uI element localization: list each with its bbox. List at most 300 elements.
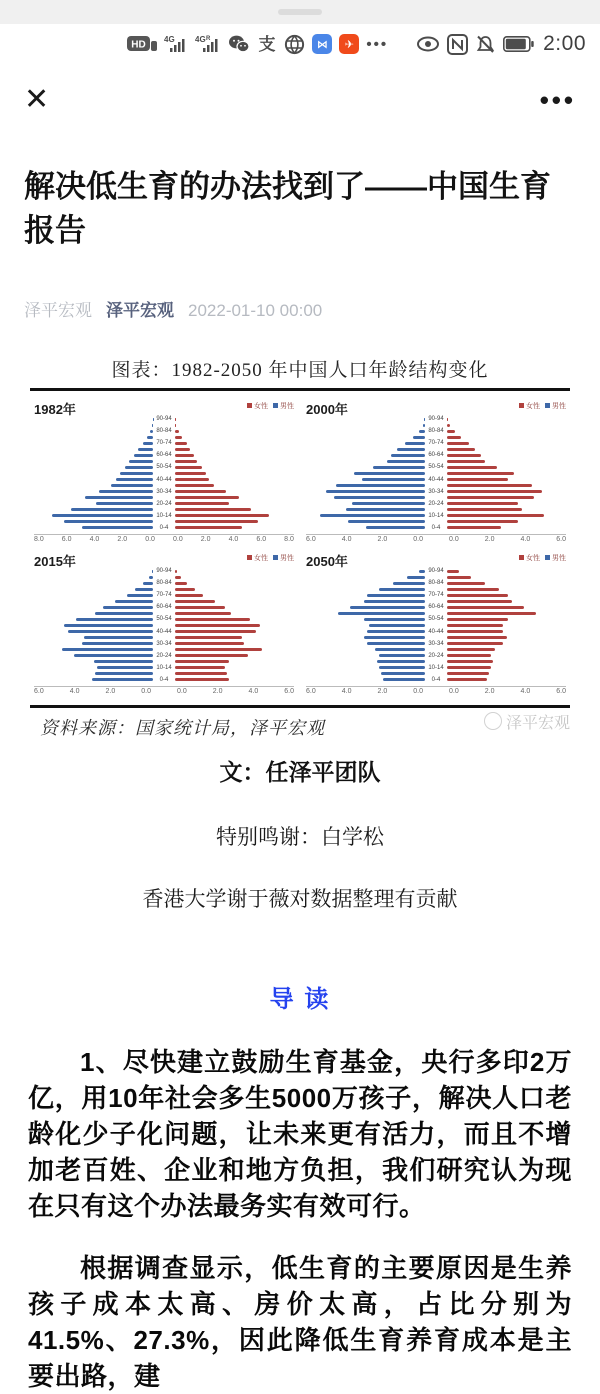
- pyramid-row: [306, 453, 566, 458]
- female-bar: [447, 472, 514, 475]
- pyramid-row: [34, 423, 294, 428]
- pyramid-row: [306, 435, 566, 440]
- male-bar: [127, 594, 153, 597]
- x-tick-label: 0.0: [413, 536, 423, 543]
- male-bar: [96, 502, 153, 505]
- male-bar: [120, 472, 153, 475]
- female-bar: [447, 490, 542, 493]
- pyramid-row: [34, 501, 294, 506]
- age-group-label: 70-74: [153, 592, 175, 598]
- female-bar: [447, 418, 448, 421]
- legend-swatch-icon: [273, 555, 278, 560]
- female-bar: [447, 678, 487, 681]
- x-tick-label: 2.0: [378, 688, 388, 695]
- pyramid-row: [306, 459, 566, 464]
- more-notifications-dots: •••: [366, 36, 388, 53]
- x-tick-label: 0.0: [449, 688, 459, 695]
- female-bar: [175, 436, 182, 439]
- female-bar: [175, 606, 225, 609]
- male-bar: [379, 654, 425, 657]
- female-bar: [447, 618, 508, 621]
- blue-app-icon: ⋈: [312, 34, 332, 54]
- pyramid-year-label: 1982年: [34, 399, 76, 418]
- pyramid-year-label: 2000年: [306, 399, 348, 418]
- intro-heading: 导 读: [0, 979, 600, 1014]
- x-tick-label: 6.0: [306, 688, 316, 695]
- pyramid-row: [306, 587, 566, 592]
- female-bar: [175, 642, 244, 645]
- svg-text:4G: 4G: [195, 35, 206, 44]
- male-bar: [62, 648, 153, 651]
- age-group-label: 80-84: [153, 428, 175, 434]
- legend-item: 男性: [273, 553, 294, 563]
- legend-item: 男性: [273, 401, 294, 411]
- pyramid-row: [306, 429, 566, 434]
- credit-thanks-line: 特别鸣谢：白学松: [0, 821, 600, 851]
- x-tick-label: 4.0: [229, 536, 239, 543]
- age-group-label: 70-74: [425, 592, 447, 598]
- pyramid-row: [306, 575, 566, 580]
- x-tick-label: 2.0: [378, 536, 388, 543]
- pyramid-row: [306, 671, 566, 676]
- legend-item: 女性: [519, 401, 540, 411]
- female-bar: [175, 490, 226, 493]
- x-tick-label: 0.0: [177, 688, 187, 695]
- age-group-label: 80-84: [425, 580, 447, 586]
- female-bar: [447, 466, 497, 469]
- male-bar: [381, 672, 425, 675]
- female-bar: [447, 630, 503, 633]
- pyramid-row: [306, 495, 566, 500]
- pyramid-row: [306, 653, 566, 658]
- female-bar: [447, 448, 475, 451]
- male-bar: [413, 436, 425, 439]
- female-bar: [175, 502, 229, 505]
- female-bar: [175, 666, 225, 669]
- age-group-label: 20-24: [153, 501, 175, 507]
- pyramid-row: [306, 581, 566, 586]
- pyramid-row: [306, 599, 566, 604]
- female-bar: [447, 520, 518, 523]
- female-bar: [175, 520, 258, 523]
- pyramid-row: [34, 587, 294, 592]
- age-group-label: 30-34: [153, 489, 175, 495]
- pyramid-row: [34, 483, 294, 488]
- age-group-label: 0-4: [153, 677, 175, 683]
- male-bar: [68, 630, 153, 633]
- watermark-logo-icon: [484, 712, 502, 730]
- x-tick-label: 8.0: [34, 536, 44, 543]
- pyramid-row: [34, 489, 294, 494]
- x-tick-label: 6.0: [284, 688, 294, 695]
- male-bar: [135, 588, 153, 591]
- female-bar: [447, 624, 503, 627]
- pyramid-row: [34, 635, 294, 640]
- male-bar: [379, 666, 425, 669]
- male-bar: [95, 672, 153, 675]
- pyramid-row: [306, 659, 566, 664]
- x-tick-label: 4.0: [342, 536, 352, 543]
- male-bar: [379, 588, 425, 591]
- female-bar: [447, 636, 507, 639]
- male-bar: [354, 472, 425, 475]
- male-bar: [147, 436, 153, 439]
- age-group-label: 90-94: [153, 416, 175, 422]
- male-bar: [367, 630, 425, 633]
- male-bar: [367, 594, 425, 597]
- legend-item: 男性: [545, 401, 566, 411]
- author-link[interactable]: 泽平宏观: [106, 296, 174, 321]
- close-icon[interactable]: ✕: [24, 85, 49, 115]
- age-group-label: 60-64: [425, 604, 447, 610]
- intro-paragraph-1: 1、尽快建立鼓励生育基金，央行多印2万亿，用10年社会多生5000万孩子，解决人口老龄化少子化问题，让未来更有活力，而且不增加老百姓、企业和地方负担，我们研究认为现在只有这个办法最务实有效可行。: [0, 1044, 600, 1224]
- age-group-label: 10-14: [425, 665, 447, 671]
- signal-4g-roaming-icon: [195, 34, 221, 54]
- article-title: 解决低生育的办法找到了——中国生育报告: [0, 157, 600, 253]
- x-tick-label: 2.0: [213, 688, 223, 695]
- age-group-label: 40-44: [153, 477, 175, 483]
- pyramid-row: [306, 665, 566, 670]
- age-group-label: 40-44: [425, 477, 447, 483]
- pyramid-row: [306, 593, 566, 598]
- legend-swatch-icon: [519, 403, 524, 408]
- legend-swatch-icon: [519, 555, 524, 560]
- pyramid-row: [34, 477, 294, 482]
- x-tick-label: 4.0: [521, 688, 531, 695]
- female-bar: [447, 454, 481, 457]
- age-group-label: 90-94: [153, 568, 175, 574]
- pyramid-row: [34, 659, 294, 664]
- phone-top-strip: [0, 0, 600, 24]
- orange-app-icon: ✈: [339, 34, 359, 54]
- pyramid-row: [306, 477, 566, 482]
- female-bar: [175, 594, 203, 597]
- pyramid-row: [34, 495, 294, 500]
- male-bar: [352, 502, 425, 505]
- pyramid-row: [34, 599, 294, 604]
- pyramid-row: [34, 519, 294, 524]
- age-group-label: 90-94: [425, 416, 447, 422]
- pyramid-row: [34, 569, 294, 574]
- pyramid-row: [34, 435, 294, 440]
- male-bar: [149, 576, 153, 579]
- pyramid-row: [306, 447, 566, 452]
- pyramid-row: [34, 465, 294, 470]
- male-bar: [320, 514, 425, 517]
- age-group-label: 10-14: [153, 513, 175, 519]
- intro-paragraph-2: 根据调查显示，低生育的主要原因是生养孩子成本太高、房价太高，占比分别为41.5%、27.3%，因此降低生育养育成本是主要出路，建: [0, 1250, 600, 1394]
- female-bar: [447, 654, 491, 657]
- age-group-label: 70-74: [425, 440, 447, 446]
- female-bar: [175, 526, 242, 529]
- x-tick-label: 6.0: [62, 536, 72, 543]
- legend-item: 女性: [519, 553, 540, 563]
- male-bar: [143, 582, 153, 585]
- female-bar: [447, 570, 459, 573]
- female-bar: [447, 424, 450, 427]
- male-bar: [336, 484, 425, 487]
- pyramid-x-axis: [34, 686, 294, 695]
- age-group-label: 0-4: [153, 525, 175, 531]
- legend-swatch-icon: [247, 555, 252, 560]
- legend-item: 男性: [545, 553, 566, 563]
- female-bar: [447, 496, 534, 499]
- age-group-label: 10-14: [153, 665, 175, 671]
- pyramid-row: [34, 581, 294, 586]
- age-group-label: 50-54: [425, 464, 447, 470]
- x-tick-label: 2.0: [117, 536, 127, 543]
- male-bar: [334, 496, 425, 499]
- female-bar: [447, 442, 469, 445]
- age-group-label: 80-84: [425, 428, 447, 434]
- age-group-label: 50-54: [153, 464, 175, 470]
- x-tick-label: 4.0: [342, 688, 352, 695]
- age-group-label: 0-4: [425, 677, 447, 683]
- female-bar: [175, 648, 262, 651]
- pyramid-legend: [247, 551, 294, 563]
- male-bar: [364, 618, 425, 621]
- female-bar: [447, 478, 508, 481]
- male-bar: [64, 520, 153, 523]
- pyramid-x-axis: [306, 686, 566, 695]
- pyramid-row: [306, 483, 566, 488]
- figure-source: 资料来源：国家统计局，泽平宏观: [40, 718, 325, 738]
- female-bar: [447, 600, 512, 603]
- male-bar: [85, 496, 153, 499]
- female-bar: [175, 600, 215, 603]
- pyramid-row: [34, 647, 294, 652]
- female-bar: [447, 588, 499, 591]
- female-bar: [447, 430, 455, 433]
- pyramid-row: [34, 429, 294, 434]
- x-tick-label: 0.0: [413, 688, 423, 695]
- female-bar: [175, 442, 187, 445]
- male-bar: [82, 526, 153, 529]
- age-group-label: 40-44: [425, 629, 447, 635]
- pyramid-row: [306, 569, 566, 574]
- pyramid-row: [306, 629, 566, 634]
- legend-swatch-icon: [273, 403, 278, 408]
- female-bar: [175, 430, 179, 433]
- article-header-bar: [0, 64, 600, 136]
- age-group-label: 20-24: [153, 653, 175, 659]
- hd-icon: [127, 35, 157, 53]
- pyramid-legend: [519, 551, 566, 563]
- age-group-label: 30-34: [425, 489, 447, 495]
- legend-swatch-icon: [545, 555, 550, 560]
- female-bar: [175, 570, 177, 573]
- male-bar: [111, 484, 153, 487]
- x-tick-label: 0.0: [141, 688, 151, 695]
- male-bar: [391, 454, 425, 457]
- pyramid-row: [34, 629, 294, 634]
- female-bar: [447, 672, 489, 675]
- female-bar: [175, 454, 194, 457]
- pyramid-row: [34, 611, 294, 616]
- pyramid-year-label: 2050年: [306, 551, 348, 570]
- age-group-label: 60-64: [153, 604, 175, 610]
- watermark-text: 泽平宏观: [506, 710, 570, 733]
- female-bar: [175, 636, 242, 639]
- male-bar: [377, 660, 425, 663]
- x-tick-label: 4.0: [70, 688, 80, 695]
- male-bar: [393, 582, 425, 585]
- female-bar: [175, 418, 176, 421]
- male-bar: [76, 618, 153, 621]
- female-bar: [175, 630, 256, 633]
- pyramid-x-axis: [34, 534, 294, 543]
- age-group-label: 0-4: [425, 525, 447, 531]
- legend-swatch-icon: [545, 403, 550, 408]
- female-bar: [175, 460, 197, 463]
- pyramid-x-axis: [306, 534, 566, 543]
- pyramid-row: [306, 617, 566, 622]
- male-bar: [367, 642, 425, 645]
- x-tick-label: 2.0: [485, 688, 495, 695]
- male-bar: [364, 636, 425, 639]
- account-name[interactable]: 泽平宏观: [24, 296, 92, 321]
- female-bar: [447, 508, 522, 511]
- pyramid-row: [34, 623, 294, 628]
- svg-text:支: 支: [259, 34, 276, 54]
- svg-text:HD: HD: [132, 40, 146, 51]
- pyramid-row: [34, 525, 294, 530]
- male-bar: [92, 678, 153, 681]
- pyramid-row: [34, 605, 294, 610]
- battery-icon: [503, 36, 534, 52]
- population-pyramid: [34, 551, 294, 699]
- female-bar: [447, 484, 532, 487]
- pyramid-row: [306, 605, 566, 610]
- x-tick-label: 4.0: [249, 688, 259, 695]
- x-tick-label: 2.0: [201, 536, 211, 543]
- female-bar: [175, 654, 248, 657]
- x-tick-label: 8.0: [284, 536, 294, 543]
- female-bar: [447, 648, 495, 651]
- x-tick-label: 0.0: [449, 536, 459, 543]
- female-bar: [175, 588, 195, 591]
- female-bar: [447, 502, 518, 505]
- x-tick-label: 6.0: [306, 536, 316, 543]
- female-bar: [175, 424, 176, 427]
- pyramid-row: [34, 417, 294, 422]
- female-bar: [175, 496, 239, 499]
- male-bar: [52, 514, 153, 517]
- pyramid-row: [34, 677, 294, 682]
- pyramid-legend: [519, 399, 566, 411]
- female-bar: [175, 612, 231, 615]
- age-group-label: 60-64: [425, 452, 447, 458]
- pyramid-plot: [34, 567, 294, 683]
- female-bar: [447, 436, 461, 439]
- pyramid-row: [306, 647, 566, 652]
- age-group-label: 30-34: [153, 641, 175, 647]
- watermark: [484, 710, 570, 733]
- age-group-label: 30-34: [425, 641, 447, 647]
- pyramid-row: [34, 665, 294, 670]
- eye-protection-icon: [416, 35, 440, 53]
- legend-item: 女性: [247, 401, 268, 411]
- female-bar: [447, 612, 536, 615]
- male-bar: [397, 448, 425, 451]
- male-bar: [350, 606, 425, 609]
- pyramid-row: [34, 507, 294, 512]
- pyramid-row: [306, 641, 566, 646]
- x-tick-label: 0.0: [173, 536, 183, 543]
- male-bar: [407, 576, 425, 579]
- pyramid-row: [34, 447, 294, 452]
- pyramid-row: [306, 471, 566, 476]
- x-tick-label: 0.0: [145, 536, 155, 543]
- alipay-icon: [257, 34, 277, 54]
- pyramid-row: [306, 611, 566, 616]
- female-bar: [175, 582, 187, 585]
- x-tick-label: 4.0: [90, 536, 100, 543]
- male-bar: [366, 526, 426, 529]
- speaker-grille: [278, 9, 322, 15]
- x-tick-label: 6.0: [556, 688, 566, 695]
- pyramid-row: [306, 489, 566, 494]
- female-bar: [175, 618, 250, 621]
- female-bar: [447, 606, 524, 609]
- legend-item: 女性: [247, 553, 268, 563]
- x-tick-label: 6.0: [256, 536, 266, 543]
- mute-bell-icon: [475, 34, 496, 55]
- pyramid-year-label: 2015年: [34, 551, 76, 570]
- female-bar: [175, 678, 229, 681]
- male-bar: [375, 648, 425, 651]
- age-group-label: 50-54: [153, 616, 175, 622]
- male-bar: [103, 606, 153, 609]
- female-bar: [175, 472, 206, 475]
- population-pyramid: [306, 551, 566, 699]
- pyramid-row: [306, 513, 566, 518]
- pyramid-row: [306, 623, 566, 628]
- male-bar: [387, 460, 425, 463]
- female-bar: [447, 582, 485, 585]
- male-bar: [362, 478, 425, 481]
- wechat-icon: [228, 34, 250, 54]
- female-bar: [447, 666, 491, 669]
- male-bar: [129, 460, 153, 463]
- figure-population-pyramids[interactable]: [0, 355, 600, 740]
- female-bar: [447, 576, 471, 579]
- pyramid-row: [306, 635, 566, 640]
- male-bar: [71, 508, 153, 511]
- male-bar: [84, 636, 153, 639]
- x-tick-label: 6.0: [34, 688, 44, 695]
- female-bar: [175, 484, 214, 487]
- pyramid-row: [306, 677, 566, 682]
- female-bar: [447, 514, 544, 517]
- female-bar: [447, 642, 503, 645]
- age-group-label: 20-24: [425, 501, 447, 507]
- female-bar: [175, 466, 202, 469]
- male-bar: [94, 660, 154, 663]
- female-bar: [175, 660, 229, 663]
- age-group-label: 90-94: [425, 568, 447, 574]
- browser-globe-icon: [284, 34, 305, 55]
- male-bar: [346, 508, 425, 511]
- pyramid-row: [34, 617, 294, 622]
- x-tick-label: 4.0: [521, 536, 531, 543]
- pyramid-grid: [0, 391, 600, 703]
- svg-text:4G: 4G: [164, 35, 175, 44]
- female-bar: [447, 660, 493, 663]
- byline: [0, 274, 600, 321]
- more-menu-icon[interactable]: •••: [540, 95, 576, 105]
- pyramid-plot: [306, 567, 566, 683]
